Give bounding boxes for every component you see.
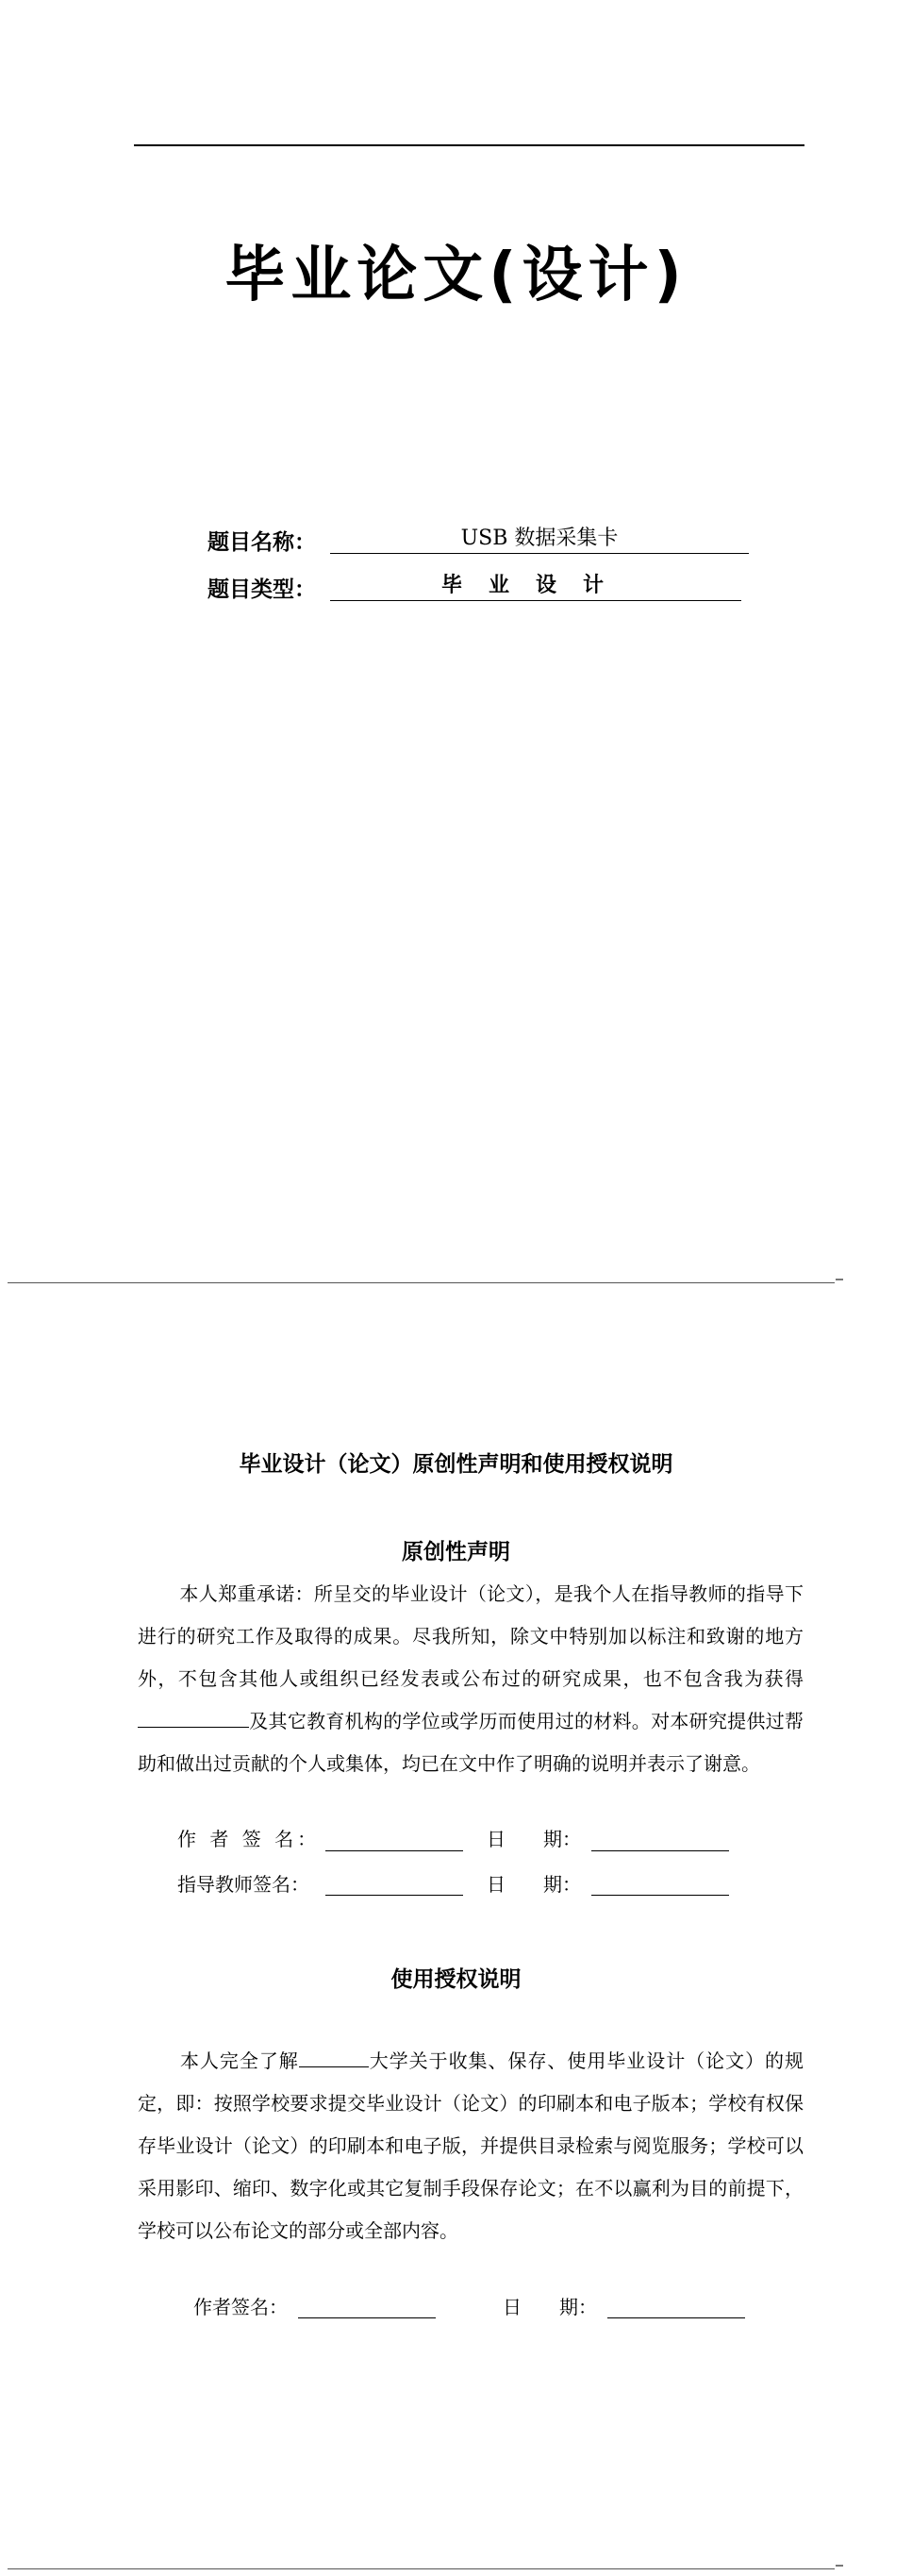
originality-heading: 原创性声明: [402, 1540, 510, 1564]
author-signature-line: [325, 1849, 463, 1851]
originality-statement-part1: 本人郑重承诺：所呈交的毕业设计（论文），是我个人在指导教师的指导下进行的研究工作及取得的成果。尽我所知，除文中特别加以标注和致谢的地方外，不包含其他人或组织已经发表或公布过的研究成果，也不包含我为获得: [138, 1582, 804, 1690]
advisor-signature-line: [325, 1894, 463, 1896]
advisor-date-label: 日 期：: [487, 1873, 581, 1896]
authorization-signature-label: 作者签名：: [193, 2296, 288, 2318]
advisor-date-line: [591, 1894, 729, 1896]
cover-title: 毕业论文(设计): [224, 241, 688, 310]
authorization-heading: 使用授权说明: [390, 1967, 522, 1992]
topic-type-value: 毕业设计: [330, 572, 741, 601]
topic-name-value: USB 数据采集卡: [330, 525, 749, 554]
authorization-date-label: 日 期：: [503, 2296, 597, 2318]
author-date-label: 日 期：: [487, 1828, 581, 1850]
authorization-statement-part1: 本人完全了解: [179, 2049, 299, 2072]
authorization-signature-line: [298, 2317, 436, 2318]
authorization-statement: [138, 2040, 804, 2252]
advisor-signature-label: 指导教师签名：: [177, 1873, 309, 1896]
bottom-page-rule: [8, 2568, 835, 2569]
declaration-title: 毕业设计（论文）原创性声明和使用授权说明: [239, 1452, 673, 1477]
topic-type-label: 题目类型：: [207, 577, 316, 602]
originality-statement: [138, 1573, 804, 1785]
university-blank: [299, 2048, 369, 2067]
authorization-date-line: [607, 2317, 745, 2318]
originality-statement-part2: 及其它教育机构的学位或学历而使用过的材料。对本研究提供过帮助和做出过贡献的个人或集体，均已在文中作了明确的说明并表示了谢意。: [138, 1710, 804, 1775]
author-date-line: [591, 1849, 729, 1851]
author-signature-label: 作 者 签 名：: [177, 1828, 321, 1850]
page-break-rule: [8, 1282, 835, 1283]
institution-blank: [138, 1708, 249, 1728]
topic-name-label: 题目名称：: [207, 530, 316, 555]
bottom-page-mark: [836, 2565, 843, 2567]
page-break-mark: [836, 1279, 843, 1280]
authorization-statement-part2: 大学关于收集、保存、使用毕业设计（论文）的规定，即：按照学校要求提交毕业设计（论文）的印刷本和电子版本；学校有权保存毕业设计（论文）的印刷本和电子版，并提供目录检索与阅览服务；学校可以采用影印、缩印、数字化或其它复制手段保存论文；在不以赢利为目的前提下，学校可以公布论文的部分或全部内容。: [138, 2049, 804, 2242]
cover-top-rule: [134, 144, 804, 146]
